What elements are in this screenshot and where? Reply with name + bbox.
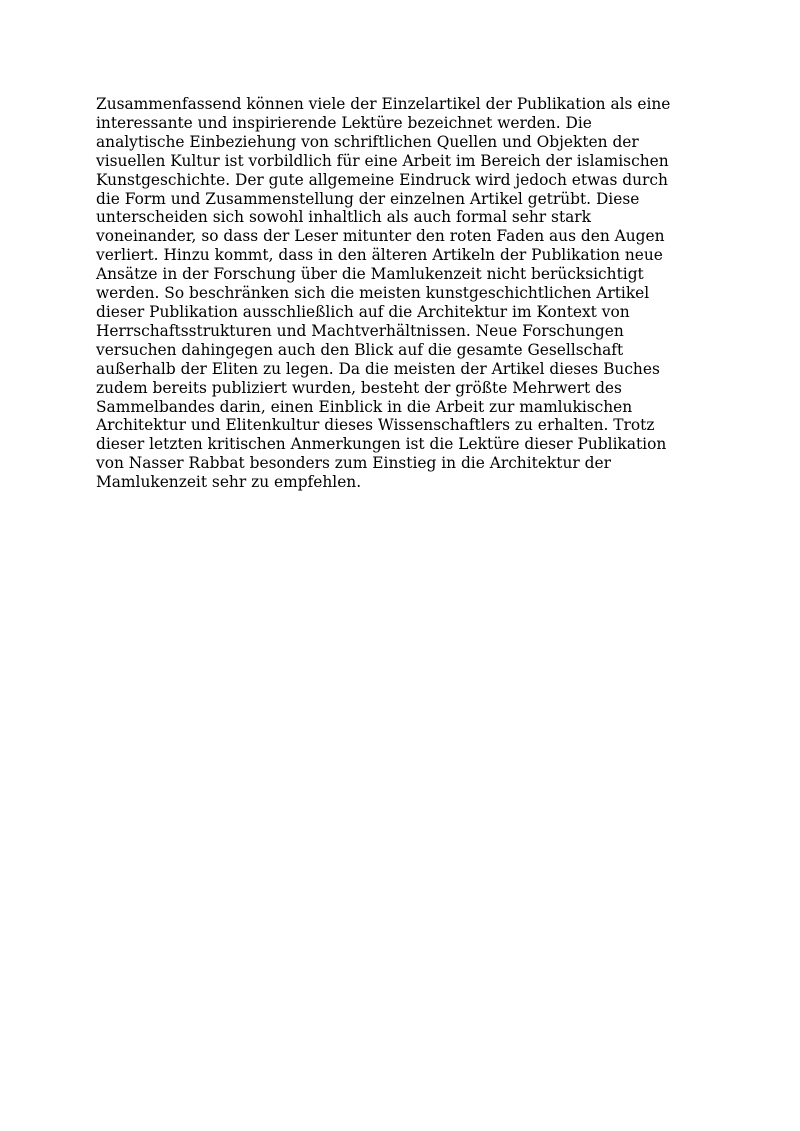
paragraph-line: die Form und Zusammenstellung der einzelnen Artikel getrübt. Diese xyxy=(96,189,640,208)
paragraph-line: Mamlukenzeit sehr zu empfehlen. xyxy=(96,473,362,492)
paragraph-line: unterscheiden sich sowohl inhaltlich als auch formal sehr stark xyxy=(96,208,591,227)
paragraph-line: interessante und inspirierende Lektüre bezeichnet werden. Die xyxy=(96,113,592,132)
paragraph-line: Sammelbandes darin, einen Einblick in die Arbeit zur mamlukischen xyxy=(96,397,633,416)
paragraph-line: zudem bereits publiziert wurden, besteht der größte Mehrwert des xyxy=(96,378,622,397)
paragraph-line: außerhalb der Eliten zu legen. Da die meisten der Artikel dieses Buches xyxy=(96,359,660,378)
paragraph-line: von Nasser Rabbat besonders zum Einstieg in die Architektur der xyxy=(96,454,611,473)
paragraph-line: werden. So beschränken sich die meisten kunstgeschichtlichen Artikel xyxy=(96,284,650,303)
paragraph-line: dieser letzten kritischen Anmerkungen ist die Lektüre dieser Publikation xyxy=(96,435,667,454)
paragraph-line: Zusammenfassend können viele der Einzelartikel der Publikation als eine xyxy=(96,95,671,113)
paragraph-line: Kunstgeschichte. Der gute allgemeine Eindruck wird jedoch etwas durch xyxy=(96,170,668,189)
paragraph-line: Architektur und Elitenkultur dieses Wissenschaftlers zu erhalten. Trotz xyxy=(96,416,655,435)
paragraph-line: visuellen Kultur ist vorbildlich für eine Arbeit im Bereich der islamischen xyxy=(96,151,669,170)
body-paragraph xyxy=(96,95,708,492)
paragraph-line: verliert. Hinzu kommt, dass in den älteren Artikeln der Publikation neue xyxy=(96,246,663,265)
paragraph-line: analytische Einbeziehung von schriftlichen Quellen und Objekten der xyxy=(96,132,639,151)
paragraph-line: Herrschaftsstrukturen und Machtverhältnissen. Neue Forschungen xyxy=(96,321,624,340)
paragraph-line: voneinander, so dass der Leser mitunter den roten Faden aus den Augen xyxy=(96,227,665,246)
paragraph-line: dieser Publikation ausschließlich auf die Architektur im Kontext von xyxy=(96,302,630,321)
paragraph-line: Ansätze in der Forschung über die Mamlukenzeit nicht berücksichtigt xyxy=(96,265,644,284)
paragraph-line: versuchen dahingegen auch den Blick auf die gesamte Gesellschaft xyxy=(96,340,624,359)
